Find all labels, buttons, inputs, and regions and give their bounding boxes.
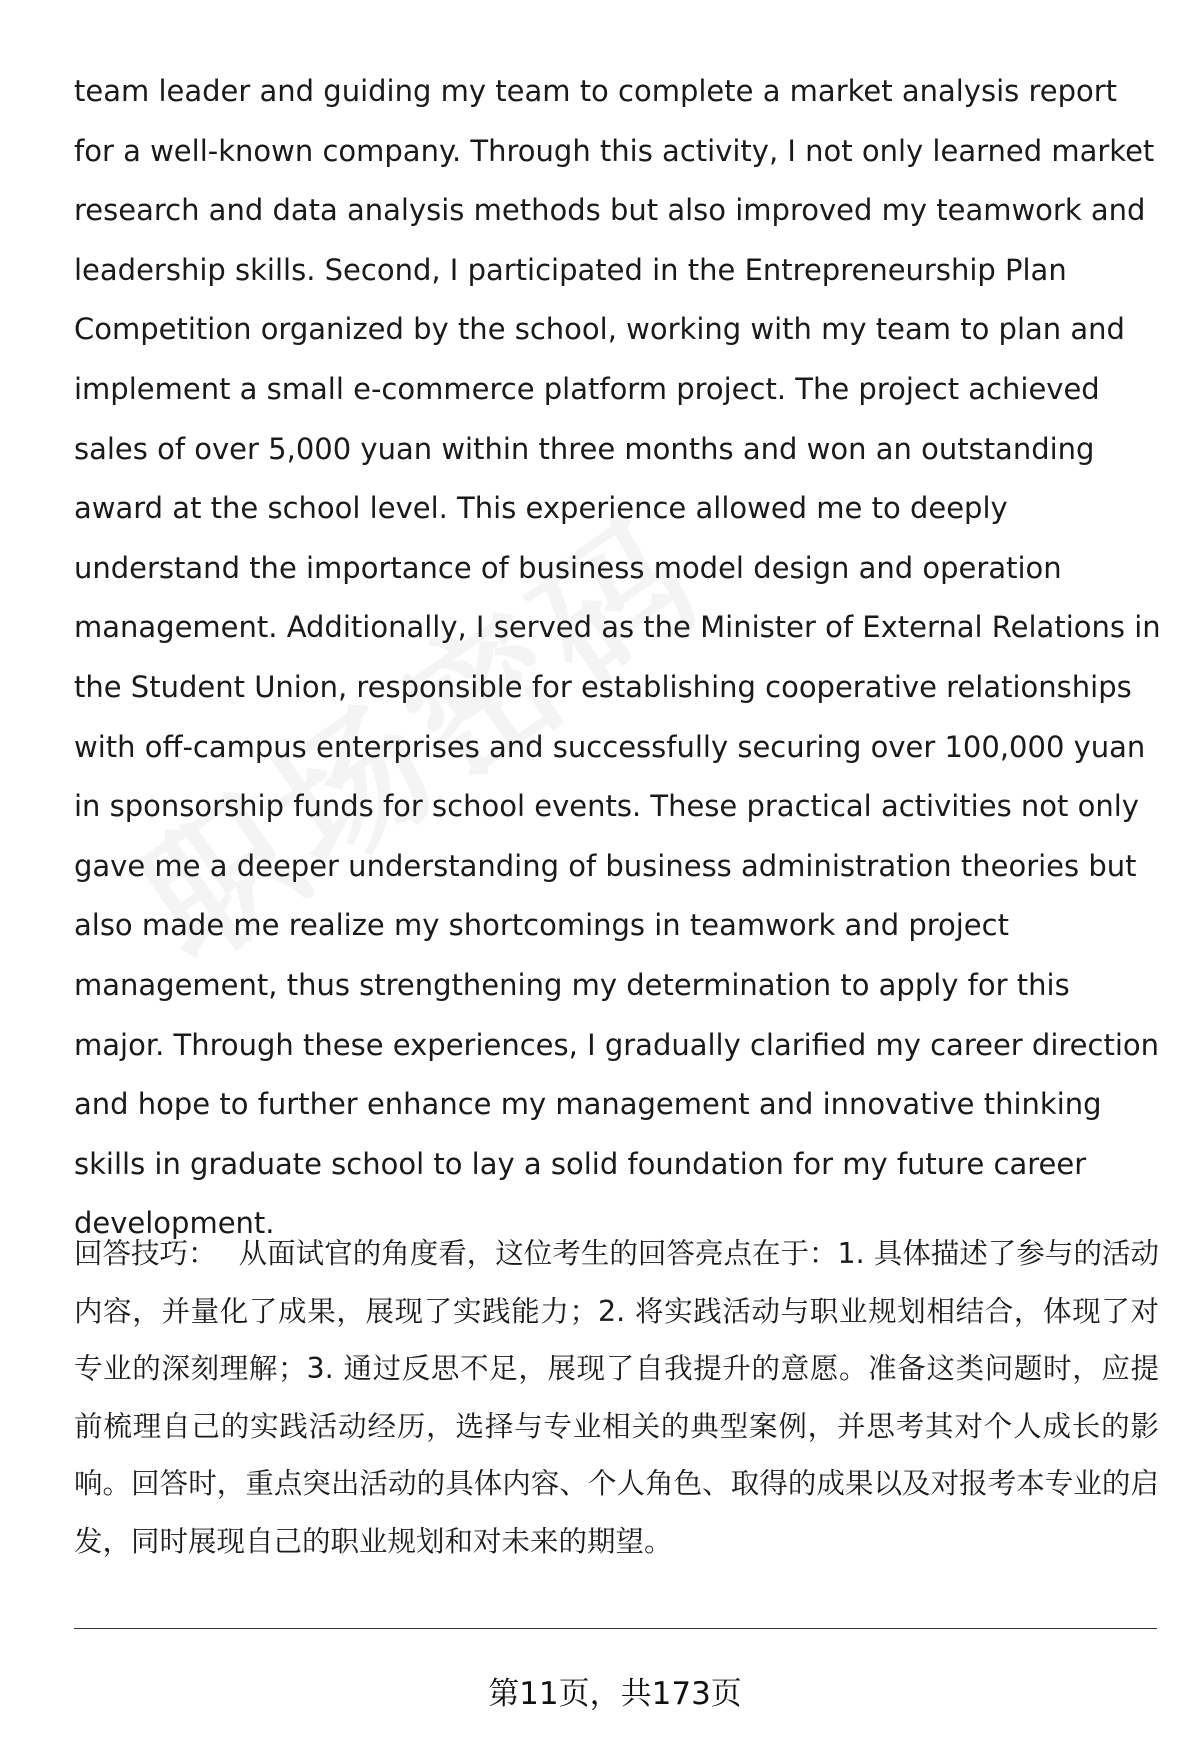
footer-divider — [74, 1628, 1157, 1629]
tips-text: 从面试官的角度看，这位考生的回答亮点在于：1. 具体描述了参与的活动内容，并量化了成果，展现了实践能力；2. 将实践活动与职业规划相结合，体现了对专业的深刻理解；3. 通过反思不足，展现了自我提升的意愿。准备这类问题时，应提前梳理自己的实践活动经历，选择与专业相关的典型案例，并思考其对个人成长的影响。回答时，重点突出活动的具体内容、个人角色、取得的成果以及对报考本专业的启发，同时展现自己的职业规划和对未来的期望。 — [74, 1237, 1159, 1558]
tips-label: 回答技巧： — [74, 1237, 217, 1270]
answer-paragraph: team leader and guiding my team to complete a market analysis report for a well-known company. Through this activity, I not only learned market research and data analysis methods but also improved my teamwork and leadership skills. Second, I participated in the Entrepreneurship Plan Competition organized by the school, working with my team to plan and implement a small e-commerce platform project. The project achieved sales of over 5,000 yuan within three months and won an outstanding award at the school level. This experience allowed me to deeply understand the importance of business model design and operation management. Additionally, I served as the Minister of External Relations in the Student Union, responsible for establishing cooperative relationships with off-campus enterprises and successfully securing over 100,000 yuan in sponsorship funds for school events. These practical activities not only gave me a deeper understanding of business administration theories but also made me realize my shortcomings in teamwork and project management, thus strengthening my determination to apply for this major. Through these experiences, I gradually clarified my career direction and hope to further enhance my management and innovative thinking skills in graduate school to lay a solid foundation for my future career development. — [74, 74, 1161, 1241]
page-number: 第11页，共173页 — [488, 1676, 742, 1712]
answer-tips — [74, 1225, 1159, 1571]
